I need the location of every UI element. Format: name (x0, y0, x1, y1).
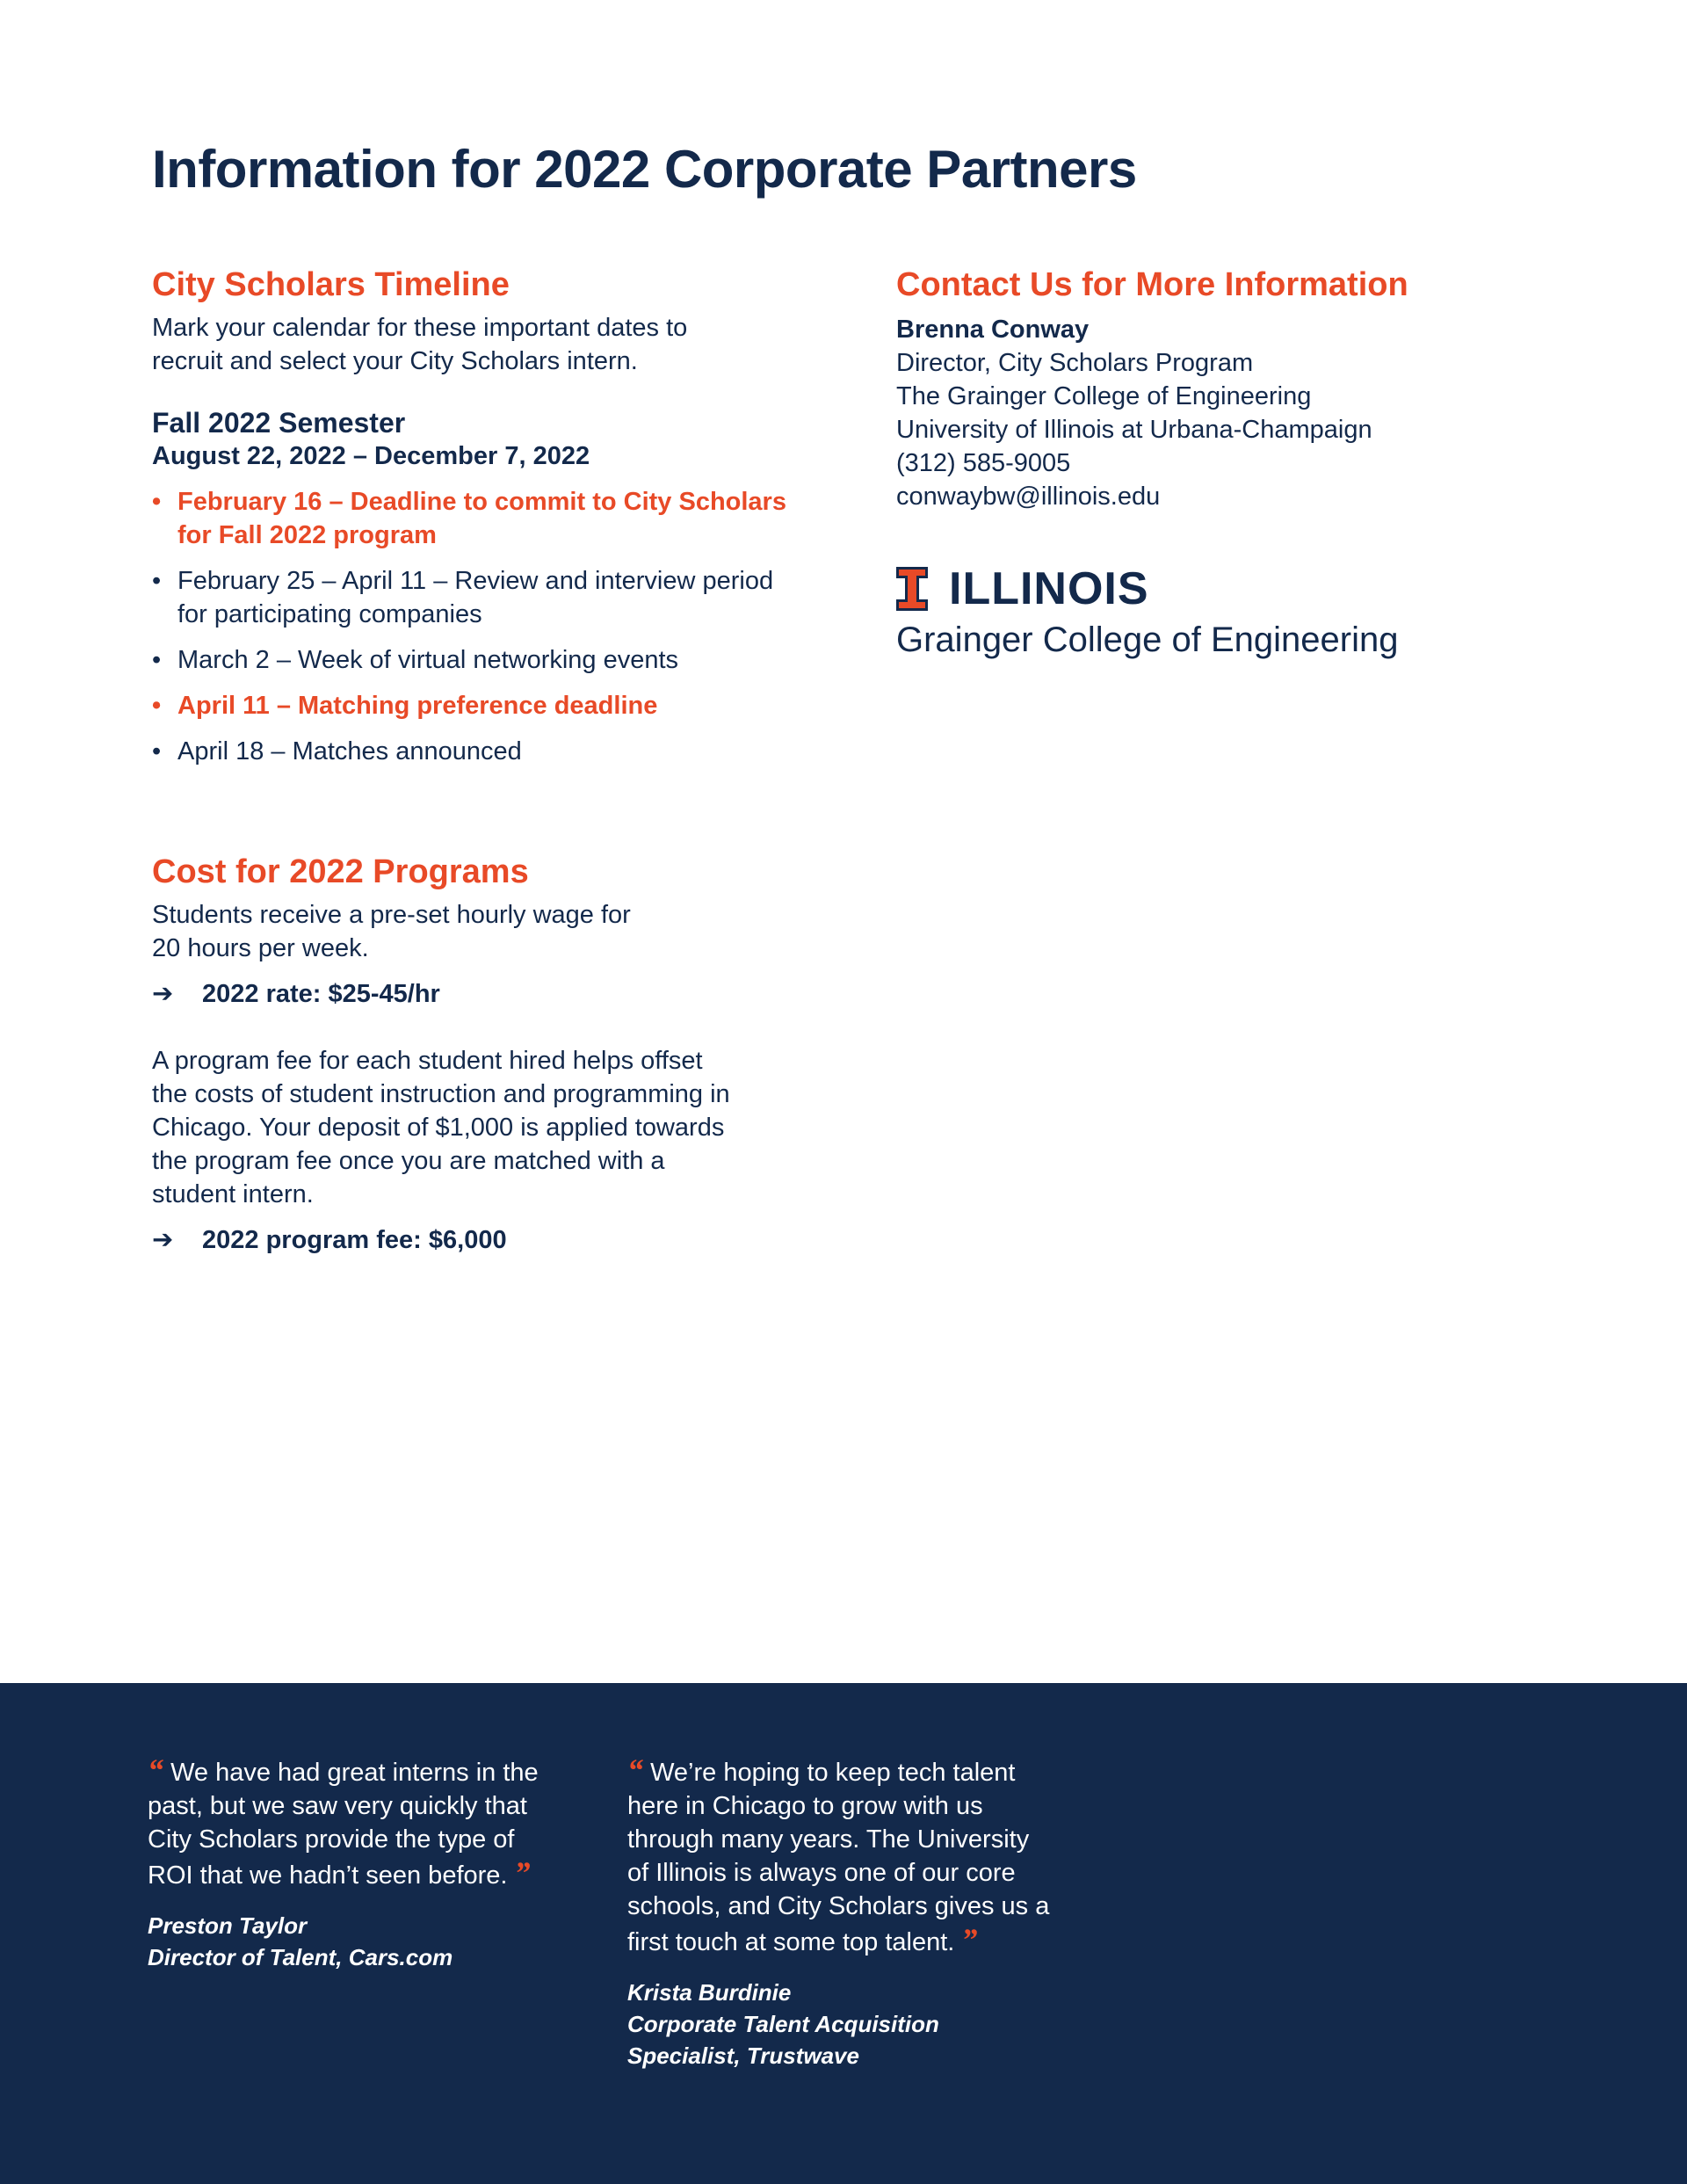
left-column (152, 262, 820, 1257)
contact-email[interactable]: conwaybw@illinois.edu (896, 483, 1161, 511)
fee-line: student intern. (152, 1180, 314, 1208)
bullet-icon: • (152, 488, 162, 516)
timeline-item (152, 689, 820, 722)
quote-line: first touch at some top talent. (627, 1928, 955, 1956)
quote-attribution (627, 1977, 1102, 2072)
timeline-item-text: for Fall 2022 program (177, 521, 437, 549)
timeline-item-text: April 11 – Matching preference deadline (177, 692, 658, 720)
quote-line: City Scholars provide the type of (148, 1825, 515, 1854)
arrow-right-icon: ➔ (152, 1226, 174, 1254)
quote-line: of Illinois is always one of our core (627, 1859, 1016, 1887)
wage-line: 20 hours per week. (152, 934, 369, 962)
open-quote-icon: “ (148, 1752, 163, 1788)
quote-line: We have had great interns in the (170, 1759, 539, 1787)
timeline-item-text: March 2 – Week of virtual networking events (177, 646, 679, 674)
fee-description (152, 1044, 820, 1211)
quote-author-title: Corporate Talent Acquisition (627, 2011, 939, 2037)
quote-line: through many years. The University (627, 1825, 1030, 1854)
cost-heading: Cost for 2022 Programs (152, 853, 529, 890)
right-column (896, 262, 1564, 663)
semester-dates: August 22, 2022 – December 7, 2022 (152, 442, 590, 470)
timeline-list (152, 485, 820, 768)
timeline-item-text: February 16 – Deadline to commit to City Scholars (177, 488, 786, 516)
fee-line-total (152, 1223, 820, 1257)
fee-line: Chicago. Your deposit of $1,000 is applied towards (152, 1114, 725, 1142)
contact-section (896, 262, 1564, 513)
fee-line: A program fee for each student hired helps offset (152, 1047, 703, 1075)
fee-text: 2022 program fee: $6,000 (202, 1226, 507, 1254)
timeline-item (152, 735, 820, 768)
timeline-heading: City Scholars Timeline (152, 266, 510, 303)
cost-section (152, 849, 820, 1257)
testimonials-footer (0, 1683, 1687, 2184)
timeline-item (152, 485, 820, 552)
quote-author-title: Specialist, Trustwave (627, 2043, 859, 2069)
fee-line: the costs of student instruction and programming in (152, 1080, 730, 1108)
quote-attribution (148, 1910, 605, 1973)
rate-line (152, 977, 820, 1011)
contact-college: The Grainger College of Engineering (896, 382, 1312, 410)
quote-line: schools, and City Scholars gives us a (627, 1892, 1050, 1920)
quote-text (627, 1753, 1102, 1959)
arrow-right-icon: ➔ (152, 980, 174, 1008)
quote-author: Krista Burdinie (627, 1979, 792, 2006)
bullet-icon: • (152, 737, 162, 765)
bullet-icon: • (152, 567, 162, 595)
timeline-item (152, 564, 820, 631)
quote-author-title: Director of Talent, Cars.com (148, 1944, 453, 1970)
illinois-logo (896, 564, 1564, 663)
timeline-intro-line: Mark your calendar for these important dates to (152, 314, 688, 342)
logo-wordmark: ILLINOIS (949, 563, 1149, 614)
contact-role: Director, City Scholars Program (896, 349, 1254, 377)
wage-line: Students receive a pre-set hourly wage for (152, 901, 631, 929)
quote-text (148, 1753, 605, 1892)
block-i-icon (896, 567, 928, 611)
open-quote-icon: “ (627, 1752, 643, 1788)
close-quote-icon: ” (514, 1855, 531, 1890)
quote-line: here in Chicago to grow with us (627, 1792, 983, 1820)
timeline-item (152, 643, 820, 677)
fee-line: the program fee once you are matched with a (152, 1147, 665, 1175)
contact-heading: Contact Us for More Information (896, 266, 1408, 303)
contact-phone[interactable]: (312) 585-9005 (896, 449, 1071, 477)
timeline-item-text: for participating companies (177, 600, 482, 628)
timeline-section (152, 262, 820, 768)
quote-line: past, but we saw very quickly that (148, 1792, 527, 1820)
timeline-intro (152, 311, 820, 378)
rate-text: 2022 rate: $25-45/hr (202, 980, 440, 1008)
contact-name: Brenna Conway (896, 316, 1090, 344)
page-title: Information for 2022 Corporate Partners (152, 140, 1137, 199)
quote-author: Preston Taylor (148, 1912, 308, 1939)
testimonial-1 (148, 1753, 605, 1973)
logo-subtitle: Grainger College of Engineering (896, 620, 1399, 659)
quote-line: ROI that we hadn’t seen before. (148, 1861, 508, 1890)
quote-line: We’re hoping to keep tech talent (650, 1759, 1016, 1787)
timeline-item-text: April 18 – Matches announced (177, 737, 522, 765)
contact-university: University of Illinois at Urbana-Champaign (896, 416, 1372, 444)
timeline-item-text: February 25 – April 11 – Review and interview period (177, 567, 774, 595)
timeline-intro-line: recruit and select your City Scholars intern. (152, 347, 638, 375)
testimonial-2 (627, 1753, 1102, 2072)
wage-text (152, 898, 820, 965)
bullet-icon: • (152, 692, 162, 720)
close-quote-icon: ” (961, 1922, 978, 1957)
bullet-icon: • (152, 646, 162, 674)
semester-title: Fall 2022 Semester (152, 407, 406, 439)
